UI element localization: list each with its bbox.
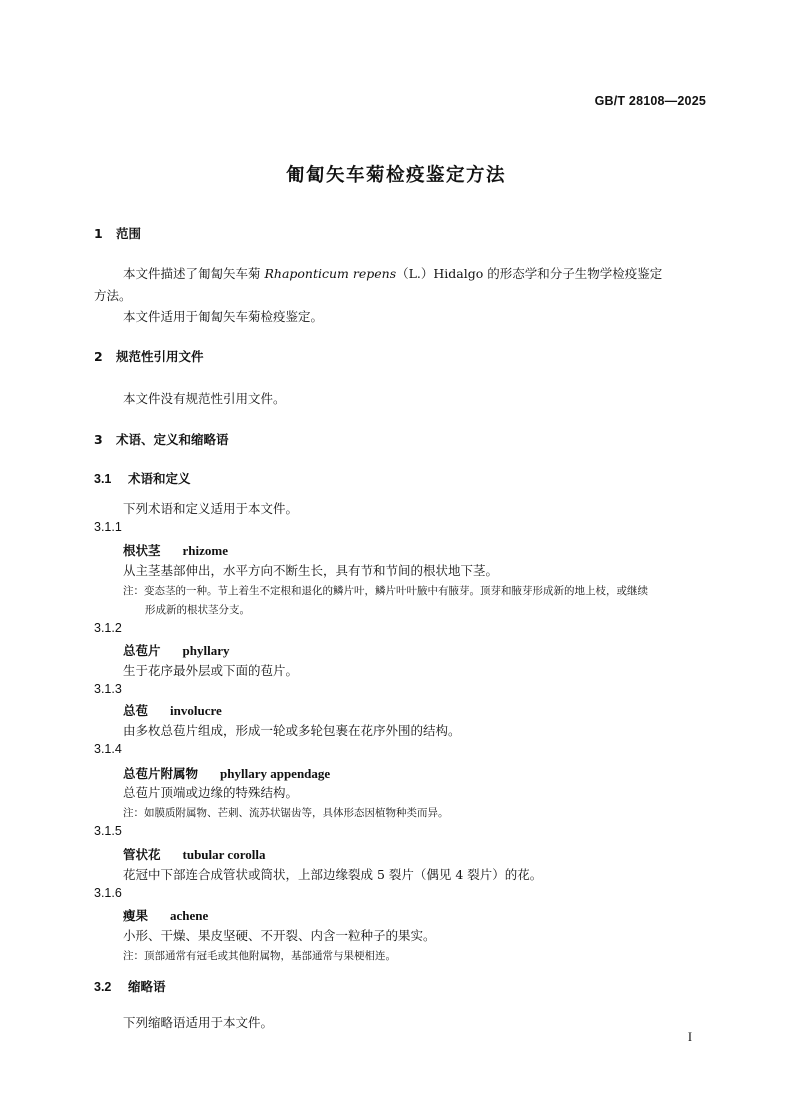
term-number: 3.1.6 — [94, 886, 122, 900]
term-zh: 总苞片 — [123, 643, 161, 658]
section-2-title: 规范性引用文件 — [116, 349, 204, 364]
term-entry — [123, 540, 228, 559]
document-title: 匍匐矢车菊检疫鉴定方法 — [285, 165, 506, 186]
scope-text-b: （L.）Hidalgo 的形态学和分子生物学检疫鉴定 — [396, 266, 663, 281]
term-note: 注：变态茎的一种。节上着生不定根和退化的鳞片叶，鳞片叶叶腋中有腋芽。顶芽和腋芽形成新的地上枝，或继续 — [123, 585, 648, 597]
term-en: phyllary — [182, 643, 230, 658]
term-zh: 瘦果 — [123, 908, 149, 923]
term-definition: 由多枚总苞片组成，形成一轮或多轮包裹在花序外围的结构。 — [123, 723, 461, 738]
term-definition: 花冠中下部连合成管状或筒状，上部边缘裂成 5 裂片（偶见 4 裂片）的花。 — [123, 867, 543, 882]
scope-paragraph-1 — [123, 264, 662, 282]
term-note-cont: 形成新的根状茎分支。 — [145, 604, 250, 616]
term-number: 3.1.5 — [94, 824, 122, 838]
scope-text-a: 本文件描述了匍匐矢车菊 — [123, 266, 265, 281]
standard-number: GB/T 28108—2025 — [594, 94, 706, 108]
term-entry — [123, 844, 265, 863]
abbreviations-intro: 下列缩略语适用于本文件。 — [123, 1015, 274, 1030]
term-en: rhizome — [182, 543, 228, 558]
section-3-1-number: 3.1 — [94, 472, 112, 486]
section-3-1-heading — [94, 469, 191, 487]
term-zh: 管状花 — [123, 847, 161, 862]
term-zh: 根状茎 — [123, 543, 161, 558]
term-entry — [123, 905, 208, 924]
term-entry — [123, 763, 330, 782]
term-definition: 小形、干燥、果皮坚硬、不开裂、内含一粒种子的果实。 — [123, 928, 436, 943]
term-en: phyllary appendage — [220, 766, 331, 781]
term-entry — [123, 640, 229, 659]
term-en: tubular corolla — [182, 847, 266, 862]
section-3-2-heading — [94, 977, 166, 995]
terms-intro: 下列术语和定义适用于本文件。 — [123, 501, 299, 516]
page-number: I — [687, 1030, 692, 1044]
section-1-number: 1 — [94, 226, 103, 241]
section-3-number: 3 — [94, 432, 103, 447]
scientific-name: Rhaponticum repens — [264, 266, 397, 281]
term-definition: 总苞片顶端或边缘的特殊结构。 — [123, 785, 299, 800]
section-1-title: 范围 — [116, 226, 142, 241]
term-number: 3.1.1 — [94, 520, 122, 534]
section-3-2-number: 3.2 — [94, 980, 112, 994]
term-zh: 总苞片附属物 — [123, 766, 199, 781]
scope-paragraph-1-cont: 方法。 — [94, 288, 132, 303]
section-1-heading — [94, 224, 141, 242]
term-definition: 从主茎基部伸出，水平方向不断生长，具有节和节间的根状地下茎。 — [123, 563, 499, 578]
scope-paragraph-2: 本文件适用于匍匐矢车菊检疫鉴定。 — [123, 309, 324, 324]
section-3-2-title: 缩略语 — [128, 979, 166, 994]
section-2-number: 2 — [94, 349, 103, 364]
section-2-heading — [94, 347, 204, 365]
term-entry — [123, 700, 222, 719]
term-note: 注：如膜质附属物、芒刺、流苏状锯齿等，具体形态因植物种类而异。 — [123, 807, 449, 819]
term-zh: 总苞 — [123, 703, 149, 718]
term-en: achene — [170, 908, 209, 923]
term-number: 3.1.2 — [94, 621, 122, 635]
section-3-1-title: 术语和定义 — [128, 471, 191, 486]
term-definition: 生于花序最外层或下面的苞片。 — [123, 663, 299, 678]
section-3-heading — [94, 430, 229, 448]
section-3-title: 术语、定义和缩略语 — [116, 432, 229, 447]
normative-references-paragraph: 本文件没有规范性引用文件。 — [123, 391, 286, 406]
term-note: 注：顶部通常有冠毛或其他附属物，基部通常与果梗相连。 — [123, 950, 396, 962]
term-number: 3.1.3 — [94, 682, 122, 696]
term-number: 3.1.4 — [94, 742, 122, 756]
term-en: involucre — [170, 703, 222, 718]
